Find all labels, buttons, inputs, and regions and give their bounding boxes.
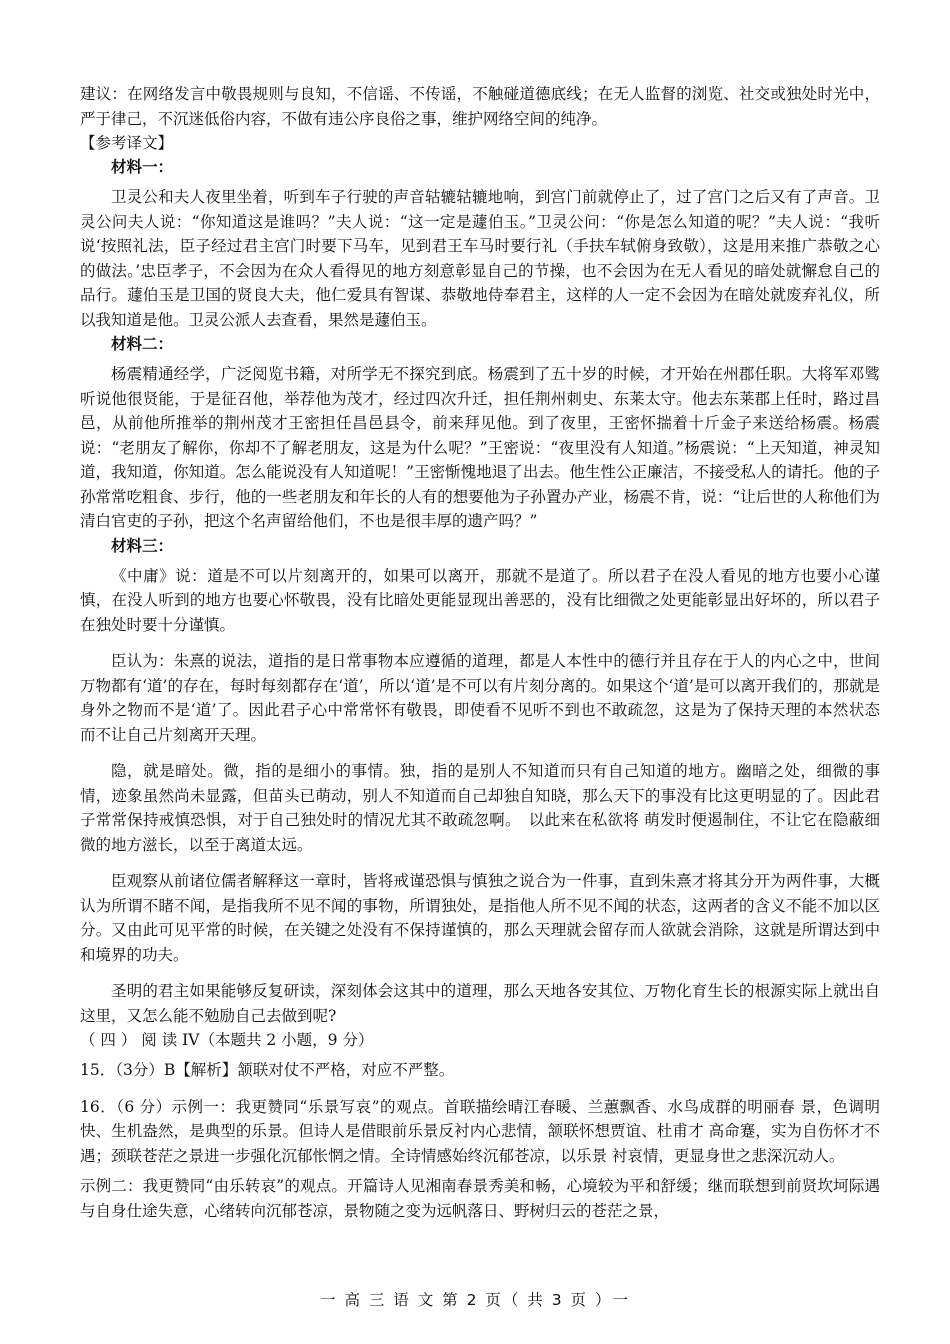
material2-text: 杨震精通经学，广泛阅览书籍，对所学无不探究到底。杨震到了五十岁的时候，才开始在州郡任职。大将军邓骘听说他很贤能，于是征召他，举荐他为茂才，经过四次升迁，担任荆州刺史、东莱太守。他去东莱郡上任时，路过昌邑，从前他所推举的荆州茂才王密担任昌邑县令，前来拜见他。到了夜里，王密怀揣着十斤金子来送给杨震。杨震说：“老朋友了解你，你却不了解老朋友，这是为什么呢？”王密说：“夜里没有人知道。”杨震说：“上天知道，神灵知道，我知道，你知道。怎么能说没有人知道呢！”王密惭愧地退了出去。他生性公正廉洁，不接受私人的请托。他的子孙常常吃粗食、步行，他的一些老朋友和年长的人有的想要他为子孙置办产业，杨震不肯，说：“让后世的人称他们为清白官吏的子孙，把这个名声留给他们，不也是很丰厚的遗产吗？”: [80, 365, 880, 530]
document-body: [80, 82, 880, 1223]
material3-paragraph: 隐，就是暗处。微，指的是细小的事情。独，指的是别人不知道而只有自己知道的地方。幽暗之处，细微的事情，迹象虽然尚未显露，但苗头已萌动，别人不知道而自己却独自知晓，那么天下的事没有比这更明显的了。因此君子常常保持戒慎恐惧，对于自己独处时的情况尤其不敢疏忽啊。 以此来在私欲将 萌发时便遏制住，不让它在隐蔽细微的地方滋长，以至于离道太远。: [80, 762, 880, 854]
question-15-answer: 15．（3分）B【解析】颔联对仗不严格，对应不严整。: [80, 1061, 455, 1079]
question-16-example1: 16．（6 分）示例一：我更赞同“乐景写哀”的观点。首联描绘晴江春暖、兰蕙飘香、水鸟成群的明丽春 景，色调明快、生机盎然，是典型的乐景。但诗人是借眼前乐景反衬内心悲情，颔联怀想贾谊、杜甫才 高命蹇，实为自伤怀才不遇；颈联苍茫之景进一步强化沉郁怅惘之情。全诗情感始终沉郁苍凉，以乐景 衬哀情，更显身世之悲深沉动人。: [80, 1097, 880, 1165]
material3-paragraph: 《中庸》说：道是不可以片刻离开的，如果可以离开，那就不是道了。所以君子在没人看见的地方也要小心谨慎，在没人听到的地方也要心怀敬畏，没有比暗处更能显现出善恶的，没有比细微之处更能彰显出好坏的，所以君子在独处时要十分谨慎。: [80, 566, 880, 634]
translation-heading: 【参考译文】: [80, 134, 174, 152]
material3-paragraph: 圣明的君主如果能够反复研读，深刻体会这其中的道理，那么天地各安其位、万物化育生长的根源实际上就出自这里，又怎么能不勉励自己去做到呢?: [80, 982, 880, 1025]
material3-paragraph: 臣认为：朱熹的说法，道指的是日常事物本应遵循的道理，都是人本性中的德行并且存在于人的内心之中，世间万物都有‘道’的存在，每时每刻都存在‘道’，所以‘道’是不可以有片刻分离的。如果这个‘道’是可以离开我们的，那就是身外之物而不是‘道’了。因此君子心中常常怀有敬畏，即使看不见听不到也不敢疏忽，这是为了保持天理的本然状态而不让自己片刻离开天理。: [80, 652, 880, 744]
suggestion-paragraph: 建议：在网络发言中敬畏规则与良知，不信谣、不传谣，不触碰道德底线；在无人监督的浏览、社交或独处时光中，严于律己，不沉迷低俗内容，不做有违公序良俗之事，维护网络空间的纯净。: [80, 85, 880, 128]
material3-title: 材料三：: [111, 535, 174, 555]
page-footer: 一 高 三 语 文 第 2 页（ 共 3 页 ）一: [320, 1291, 630, 1309]
material1-title: 材料一：: [111, 157, 174, 176]
material3-paragraph: 臣观察从前诸位儒者解释这一章时，皆将戒谨恐惧与慎独之说合为一件事，直到朱熹才将其分开为两件事，大概认为所谓不睹不闻，是指我所不见不闻的事物，所谓独处，是指他人所不见不闻的状态，这两者的含义不能不加以区分。又由此可见平常的时候，在关键之处没有不保持谨慎的，那么天理就会留存而人欲就会消除，这就是所谓达到中和境界的功夫。: [80, 872, 880, 964]
question-16-example2: 示例二：我更赞同“由乐转哀”的观点。开篇诗人见湘南春景秀美和畅，心境较为平和舒缓；继而联想到前贤坎坷际遇与自身仕途失意，心绪转向沉郁苍凉，景物随之变为远帆落日、野树归云的苍茫之景，: [80, 1177, 880, 1220]
section4-heading: （ 四 ） 阅 读 IV（本题共 2 小题，9 分）: [80, 1031, 374, 1049]
material2-title: 材料二：: [111, 334, 174, 353]
material1-text: 卫灵公和夫人夜里坐着，听到车子行驶的声音轱辘轱辘地响，到宫门前就停止了，过了宫门之后又有了声音。卫灵公问夫人说：“你知道这是谁吗？”夫人说：“这一定是蘧伯玉。”卫灵公问：“你是怎么知道的呢？”夫人说：“我听说‘按照礼法，臣子经过君主宫门时要下马车，见到君王车马时要行礼（手扶车轼俯身致敬），这是用来推广恭敬之心的做法。’忠臣孝子，不会因为在众人看得见的地方刻意彰显自己的节操，也不会因为在无人看见的暗处就懈怠自己的品行。蘧伯玉是卫国的贤良大夫，他仁爱具有智谋、恭敬地侍奉君主，这样的人一定不会因为在暗处就废弃礼仪，所以我知道是他。卫灵公派人去查看，果然是蘧伯玉。: [80, 188, 880, 329]
